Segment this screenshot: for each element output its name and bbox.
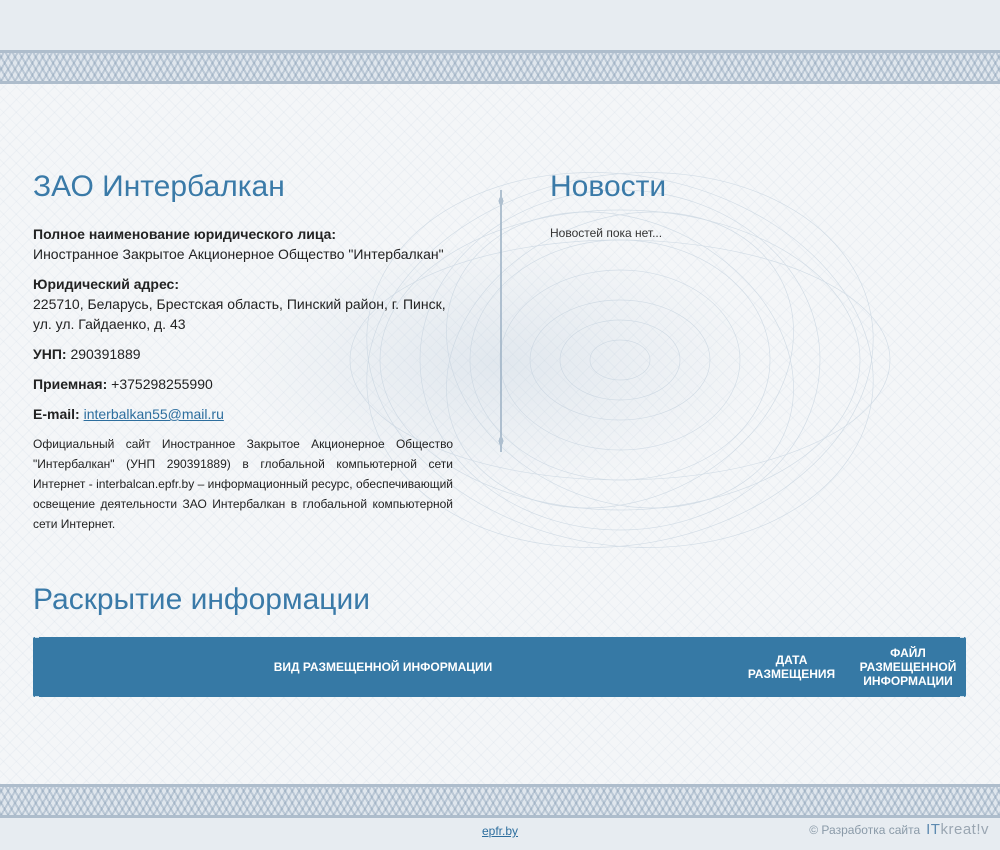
footer-credit <box>809 821 989 838</box>
footer-epfr-link[interactable]: epfr.by <box>482 824 519 838</box>
decorative-border-bottom <box>0 784 1000 818</box>
address-row <box>33 274 453 334</box>
unp-value: 290391889 <box>70 346 141 362</box>
developer-logo-rest: kreat!v <box>940 821 989 838</box>
news-title: Новости <box>550 170 667 203</box>
developer-credit-text: © Разработка сайта <box>809 822 921 837</box>
address-value: 225710, Беларусь, Брестская область, Пинский район, г. Пинск, ул. ул. Гайдаенко, д. 43 <box>33 296 446 332</box>
column-header-file: ФАЙЛ РАЗМЕЩЕННОЙ ИНФОРМАЦИИ <box>859 646 957 688</box>
company-info <box>33 224 453 534</box>
top-strip <box>0 0 1000 50</box>
company-description: Официальный сайт Иностранное Закрытое Акционерное Общество "Интербалкан" (УНП 290391889) в глобальной компьютерной сети Интернет - interbalcan.epfr.by – информационный ресурс, обеспечивающий освещение деятельности ЗАО Интербалкан в глобальной компьютерной сети Интернет. <box>33 437 453 531</box>
email-link[interactable]: interbalkan55@mail.ru <box>83 406 224 422</box>
full-name-label: Полное наименование юридического лица: <box>33 226 337 242</box>
column-divider <box>500 190 502 452</box>
full-name-value: Иностранное Закрытое Акционерное Общество "Интербалкан" <box>33 246 444 262</box>
disclosure-title: Раскрытие информации <box>33 583 370 616</box>
column-header-date: ДАТА РАЗМЕЩЕНИЯ <box>747 653 836 681</box>
address-label: Юридический адрес: <box>33 276 179 292</box>
phone-label: Приемная: <box>33 376 108 392</box>
unp-label: УНП: <box>33 346 67 362</box>
full-name-row <box>33 224 453 264</box>
company-title: ЗАО Интербалкан <box>33 170 285 203</box>
disclosure-table-header <box>33 637 966 697</box>
developer-logo[interactable] <box>926 821 989 838</box>
phone-value: +375298255990 <box>111 376 213 392</box>
email-label: E-mail: <box>33 406 80 422</box>
email-row <box>33 404 453 424</box>
decorative-border-top <box>0 50 1000 84</box>
column-header-info-type: ВИД РАЗМЕЩЕННОЙ ИНФОРМАЦИИ <box>273 660 493 674</box>
news-empty-message: Новостей пока нет... <box>550 226 663 240</box>
unp-row <box>33 344 453 364</box>
phone-row <box>33 374 453 394</box>
developer-logo-it: IT <box>926 821 941 838</box>
